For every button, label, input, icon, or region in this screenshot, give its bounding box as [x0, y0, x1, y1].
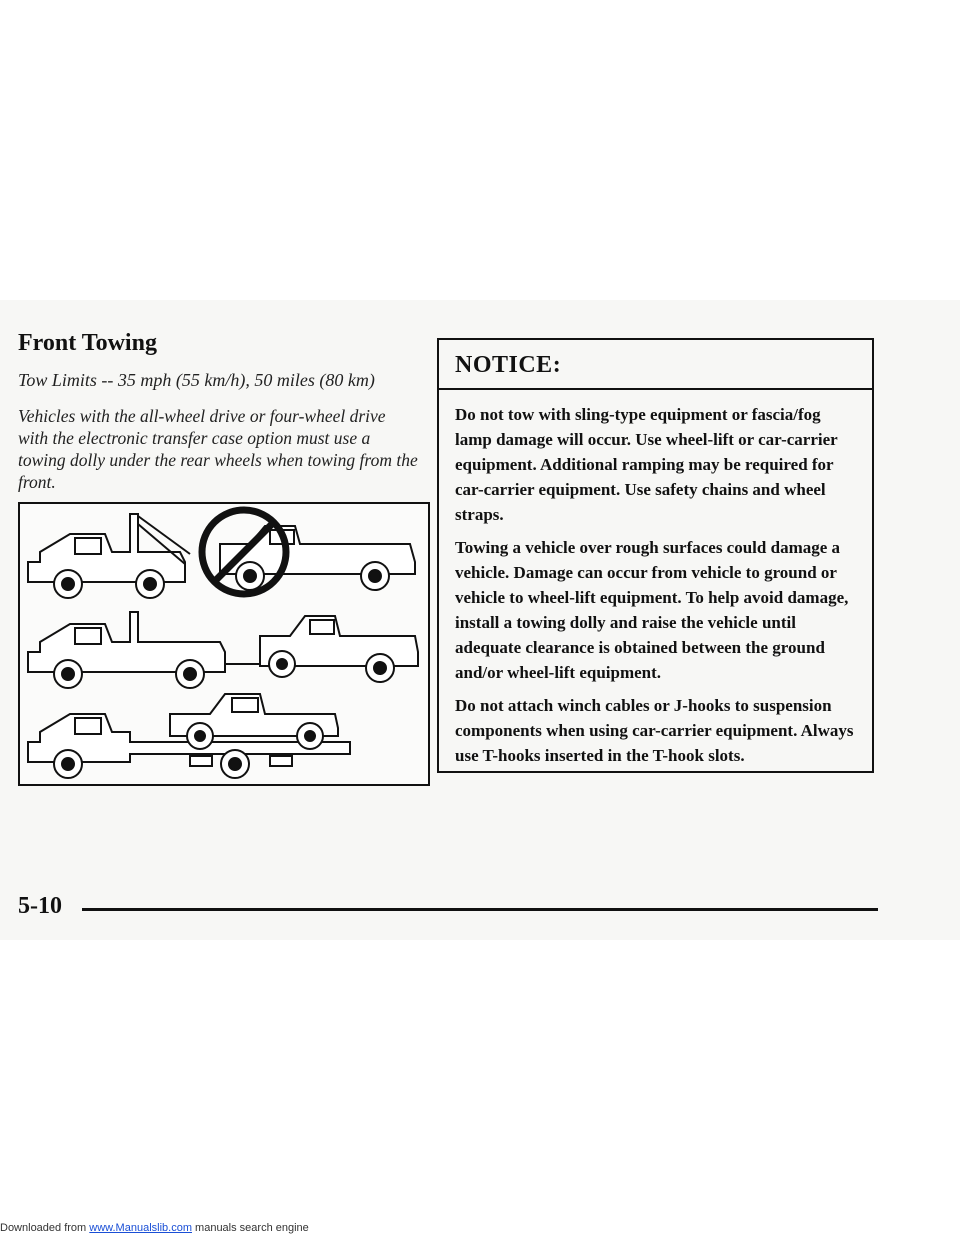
towing-illustration — [18, 502, 430, 786]
footer-prefix: Downloaded from — [0, 1222, 90, 1234]
notice-box — [437, 338, 874, 773]
notice-title: NOTICE: — [439, 340, 872, 390]
footer-rule — [82, 908, 878, 911]
page-number: 5-10 — [18, 893, 62, 919]
footer-suffix: manuals search engine — [191, 1222, 309, 1234]
section-title: Front Towing — [18, 330, 157, 356]
notice-paragraph: Do not attach winch cables or J-hooks to suspension components when using car-carrier equipment. Always use T-hooks inserted in the T-hook slots. — [455, 696, 854, 765]
tow-limits-text: Tow Limits -- 35 mph (55 km/h), 50 miles (80 km) — [18, 370, 375, 390]
manualslib-link[interactable]: www.Manualslib.com — [89, 1222, 192, 1234]
wheel-lift-towed-pickup — [260, 616, 418, 682]
notice-body — [439, 390, 872, 768]
sling-tow-truck — [28, 514, 190, 598]
notice-paragraph: Towing a vehicle over rough surfaces could damage a vehicle. Damage can occur from vehicle to ground or vehicle to wheel-lift equipment. To help avoid damage, install a towing dolly and raise the vehicle until adequate clearance is obtained between the ground and/or wheel-lift equipment. — [455, 538, 849, 682]
intro-paragraph: Vehicles with the all-wheel drive or four-wheel drive with the electronic transfer case option must use a towing dolly under the rear wheels when towing from the front. — [18, 406, 418, 492]
download-footer — [0, 1222, 309, 1234]
carried-pickup — [170, 694, 338, 749]
sling-towed-pickup — [220, 526, 415, 590]
notice-paragraph: Do not tow with sling-type equipment or fascia/fog lamp damage will occur. Use wheel-lift or car-carrier equipment. Additional ramping may be required for car-carrier equipment. Use safety chains and wheel straps. — [455, 405, 838, 524]
wheel-lift-tow-truck — [28, 612, 270, 688]
